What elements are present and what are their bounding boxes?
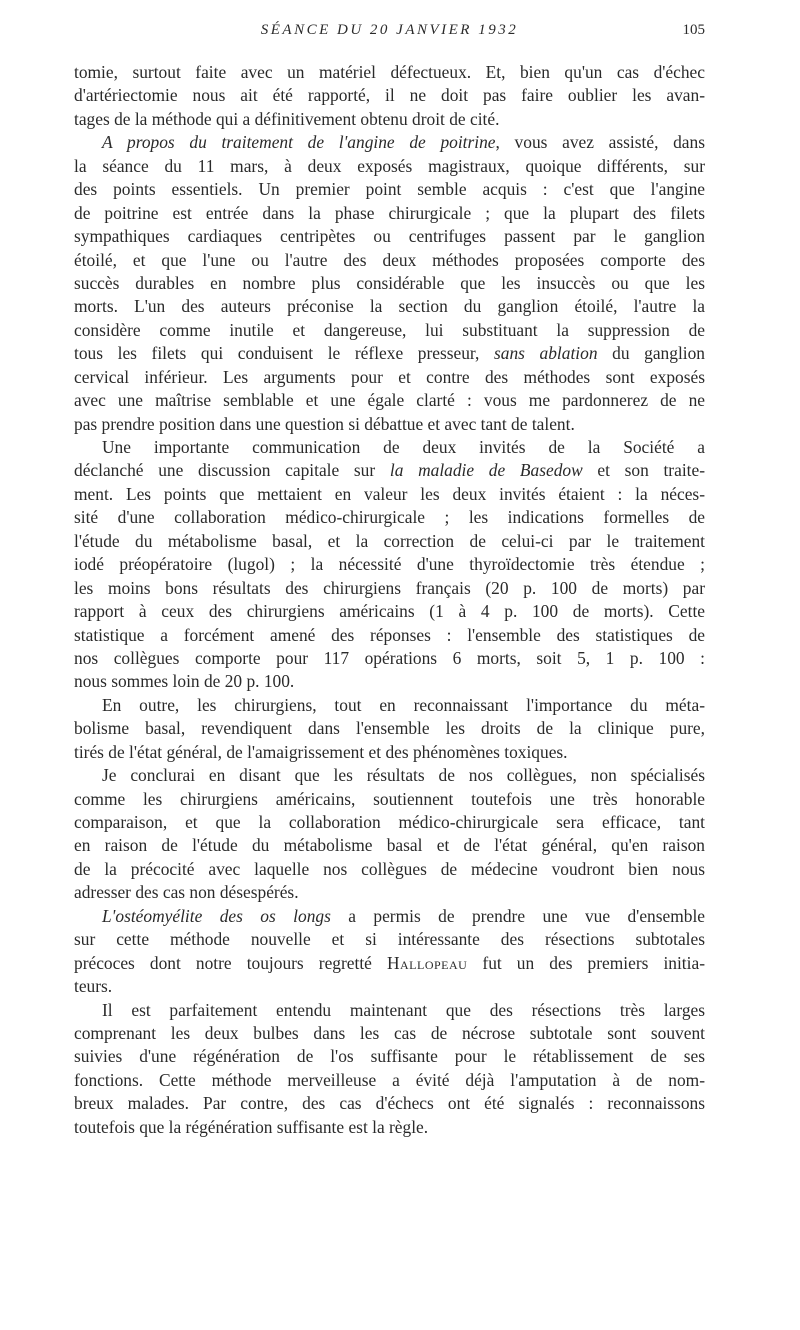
italic-phrase: L'ostéomyélite des os longs — [102, 905, 331, 926]
text-line: tirés de l'état général, de l'amaigrissement et des phénomènes toxiques. — [74, 741, 568, 762]
text-line: étoilé, et que l'une ou l'autre des deux méthodes proposées comporte des — [74, 249, 705, 270]
text-line: ment. Les points que mettaient en valeur les deux invités étaient : la néces- — [74, 483, 705, 504]
text-line: nous sommes loin de 20 p. 100. — [74, 671, 295, 692]
text-line: les moins bons résultats des chirurgiens français (20 p. 100 de morts) par — [74, 577, 705, 598]
text-line: l'étude du métabolisme basal, et la correction de celui-ci par le traitement — [74, 530, 705, 551]
text-line: de poitrine est entrée dans la phase chirurgicale ; que la plupart des filets — [74, 202, 705, 223]
text-line: breux malades. Par contre, des cas d'échecs ont été signalés : reconnaissons — [74, 1093, 705, 1114]
text-run: déclanché une discussion capitale sur — [74, 460, 390, 481]
text-line: iodé préopératoire (lugol) ; la nécessité d'une thyroïdectomie très étendue ; — [74, 554, 705, 575]
text-run: a permis de prendre une vue d'ensemble — [330, 905, 705, 926]
text-line: En outre, les chirurgiens, tout en reconnaissant l'importance du méta- — [102, 694, 705, 715]
text-line: comme les chirurgiens américains, soutiennent toutefois une très honorable — [74, 788, 705, 809]
text-line — [74, 905, 705, 928]
text-line: sité d'une collaboration médico-chirurgicale ; les indications formelles de — [74, 507, 705, 528]
italic-phrase: sans ablation — [494, 343, 598, 364]
text-line: sur cette méthode nouvelle et si intéressante des résections subtotales — [74, 929, 705, 950]
page-header — [74, 18, 705, 48]
text-run: , vous avez assisté, dans — [495, 132, 705, 153]
text-line: pas prendre position dans une question si débattue et avec tant de talent. — [74, 413, 575, 434]
text-line: cervical inférieur. Les arguments pour et contre des méthodes sont exposés — [74, 366, 705, 387]
text-line — [74, 459, 705, 482]
author-name: Hallopeau — [386, 952, 468, 973]
text-line: adresser des cas non désespérés. — [74, 882, 299, 903]
text-line: comparaison, et que la collaboration médico-chirurgicale sera efficace, tant — [74, 812, 705, 832]
text-line: d'artériectomie nous ait été rapporté, il ne doit pas faire oublier les avan- — [74, 85, 705, 106]
text-body — [74, 61, 705, 1139]
text-run: et son traite- — [582, 460, 705, 481]
text-line: sympathiques cardiaques centripètes ou centrifuges passent par le ganglion — [74, 226, 705, 247]
text-line: bolisme basal, revendiquent dans l'ensemble les droits de la clinique pure, — [74, 718, 705, 739]
text-line: fonctions. Cette méthode merveilleuse a évité déjà l'amputation à de nom- — [74, 1069, 705, 1090]
text-run: tous les filets qui conduisent le réflexe presseur, — [74, 343, 494, 364]
text-line — [74, 131, 705, 154]
text-line: teurs. — [74, 976, 113, 997]
text-run: fut un des premiers initia- — [467, 952, 705, 973]
text-line: nos collègues comporte pour 117 opérations 6 morts, soit 5, 1 p. 100 : — [74, 647, 705, 668]
text-line: considère comme inutile et dangereuse, lui substituant la suppression de — [74, 319, 705, 340]
page-number: 105 — [682, 22, 705, 38]
text-run: précoces dont notre toujours regretté — [74, 952, 387, 973]
italic-phrase: A propos du traitement de l'angine de poitrine — [102, 132, 496, 153]
text-line: succès durables en nombre plus considérable que les insuccès ou que les — [74, 272, 705, 293]
text-line: Une importante communication de deux invités de la Société a — [102, 437, 705, 457]
text-line: tages de la méthode qui a définitivement obtenu droit de cité. — [74, 108, 500, 129]
text-line — [74, 952, 705, 975]
running-head: SÉANCE DU 20 JANVIER 1932 — [260, 22, 519, 38]
text-line: statistique a forcément amené des réponses : l'ensemble des statistiques de — [74, 624, 705, 645]
text-line: suivies d'une régénération de l'os suffisante pour le rétablissement de ses — [74, 1046, 705, 1067]
text-line: toutefois que la régénération suffisante est la règle. — [74, 1116, 429, 1137]
text-line: avec une maîtrise semblable et une égale clarté : vous me pardonnerez de ne — [74, 390, 705, 411]
text-line: comprenant les deux bulbes dans les cas de nécrose subtotale sont souvent — [74, 1022, 705, 1043]
text-line: de la précocité avec laquelle nos collègues de médecine voudront bien nous — [74, 858, 705, 879]
text-line: tomie, surtout faite avec un matériel défectueux. Et, bien qu'un cas d'échec — [74, 62, 705, 82]
text-line: en raison de l'étude du métabolisme basal et de l'état général, qu'en raison — [74, 835, 705, 856]
text-line: Il est parfaitement entendu maintenant que des résections très larges — [102, 999, 705, 1020]
italic-phrase: la maladie de Basedow — [389, 460, 583, 481]
text-run: du ganglion — [597, 343, 705, 364]
text-line: la séance du 11 mars, à deux exposés magistraux, quoique différents, sur — [74, 155, 705, 176]
text-line: des points essentiels. Un premier point semble acquis : c'est que l'angine — [74, 179, 705, 200]
text-line: morts. L'un des auteurs préconise la section du ganglion étoilé, l'autre la — [74, 296, 705, 317]
text-line — [74, 342, 705, 365]
text-line: Je conclurai en disant que les résultats de nos collègues, non spécialisés — [102, 765, 705, 786]
text-line: rapport à ceux des chirurgiens américains (1 à 4 p. 100 de morts). Cette — [74, 601, 705, 622]
